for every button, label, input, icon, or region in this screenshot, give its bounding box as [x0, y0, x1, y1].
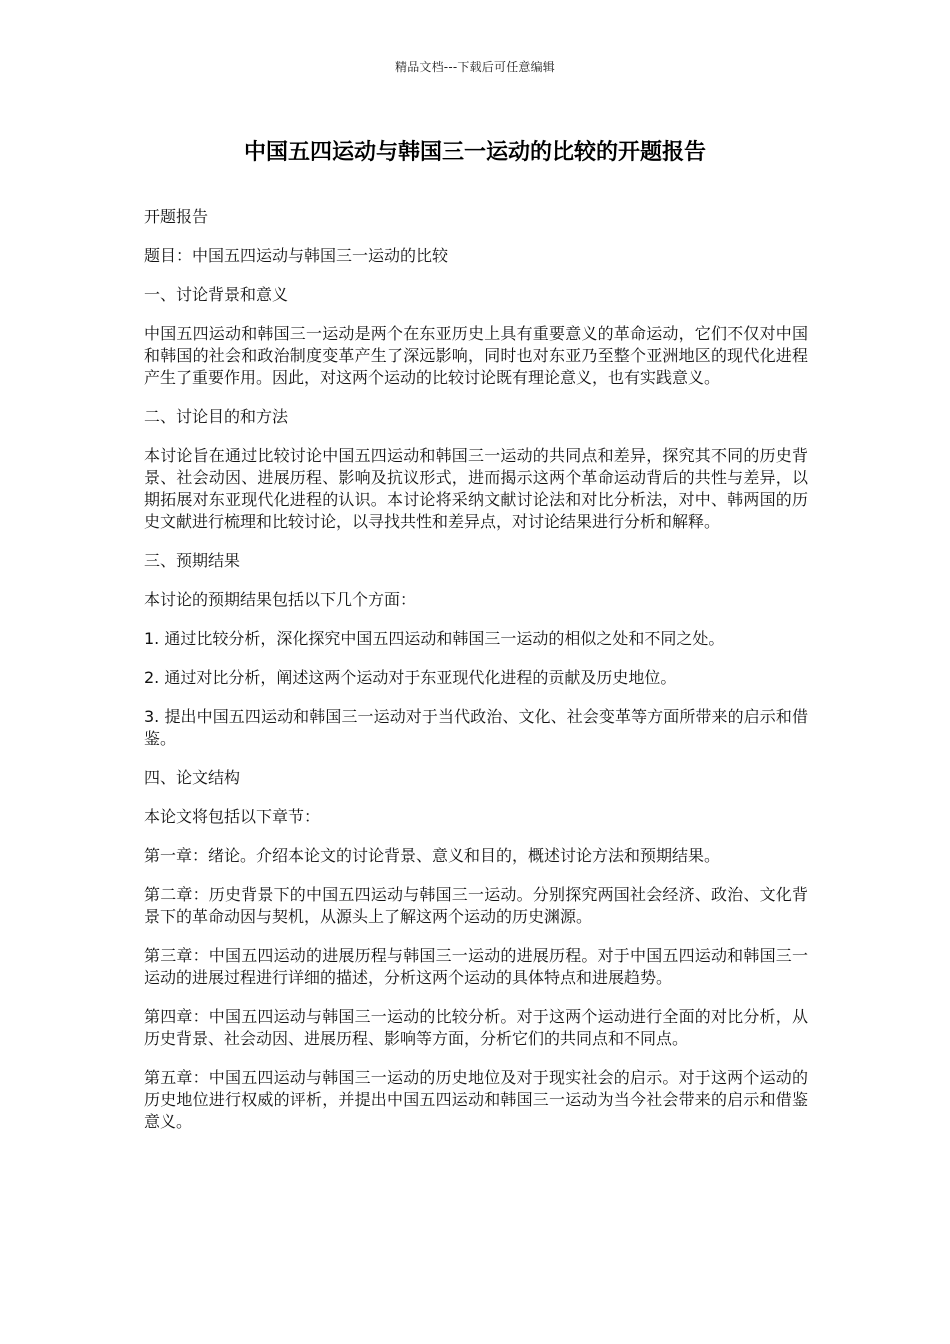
chapter-4: 第四章：中国五四运动与韩国三一运动的比较分析。对于这两个运动进行全面的对比分析，从历史背景、社会动因、进展历程、影响等方面，分析它们的共同点和不同点。	[144, 1007, 808, 1048]
section-heading-purpose: 二、讨论目的和方法	[144, 407, 289, 426]
document-title: 中国五四运动与韩国三一运动的比较的开题报告	[243, 140, 706, 165]
paragraph-structure-intro: 本论文将包括以下章节：	[144, 807, 321, 826]
topic-line: 题目：中国五四运动与韩国三一运动的比较	[144, 246, 449, 265]
section-heading-results: 三、预期结果	[144, 551, 241, 570]
section-heading-background: 一、讨论背景和意义	[144, 285, 289, 304]
result-item-3: 3. 提出中国五四运动和韩国三一运动对于当代政治、文化、社会变革等方面所带来的启示和借鉴。	[144, 707, 808, 748]
chapter-2: 第二章：历史背景下的中国五四运动与韩国三一运动。分别探究两国社会经济、政治、文化背景下的革命动因与契机，从源头上了解这两个运动的历史渊源。	[144, 885, 808, 926]
paragraph-results-intro: 本讨论的预期结果包括以下几个方面：	[144, 590, 417, 609]
chapter-3: 第三章：中国五四运动的进展历程与韩国三一运动的进展历程。对于中国五四运动和韩国三一运动的进展过程进行详细的描述，分析这两个运动的具体特点和进展趋势。	[144, 946, 808, 987]
header-note: 精品文档---下载后可任意编辑	[395, 60, 555, 74]
paragraph-background: 中国五四运动和韩国三一运动是两个在东亚历史上具有重要意义的革命运动，它们不仅对中国和韩国的社会和政治制度变革产生了深远影响，同时也对东亚乃至整个亚洲地区的现代化进程产生了重要作用。因此，对这两个运动的比较讨论既有理论意义，也有实践意义。	[144, 324, 808, 387]
paragraph-purpose: 本讨论旨在通过比较讨论中国五四运动和韩国三一运动的共同点和差异，探究其不同的历史背景、社会动因、进展历程、影响及抗议形式，进而揭示这两个革命运动背后的共性与差异，以期拓展对东亚现代化进程的认识。本讨论将采纳文献讨论法和对比分析法，对中、韩两国的历史文献进行梳理和比较讨论，以寻找共性和差异点，对讨论结果进行分析和解释。	[144, 446, 808, 531]
result-item-1: 1. 通过比较分析，深化探究中国五四运动和韩国三一运动的相似之处和不同之处。	[144, 629, 725, 648]
result-item-2: 2. 通过对比分析，阐述这两个运动对于东亚现代化进程的贡献及历史地位。	[144, 668, 677, 687]
chapter-5: 第五章：中国五四运动与韩国三一运动的历史地位及对于现实社会的启示。对于这两个运动的历史地位进行权威的评析，并提出中国五四运动和韩国三一运动为当今社会带来的启示和借鉴意义。	[144, 1068, 808, 1131]
chapter-1: 第一章：绪论。介绍本论文的讨论背景、意义和目的，概述讨论方法和预期结果。	[144, 846, 721, 865]
section-heading-structure: 四、论文结构	[144, 768, 241, 787]
document-body	[144, 206, 808, 1150]
section-label-report: 开题报告	[144, 207, 209, 226]
